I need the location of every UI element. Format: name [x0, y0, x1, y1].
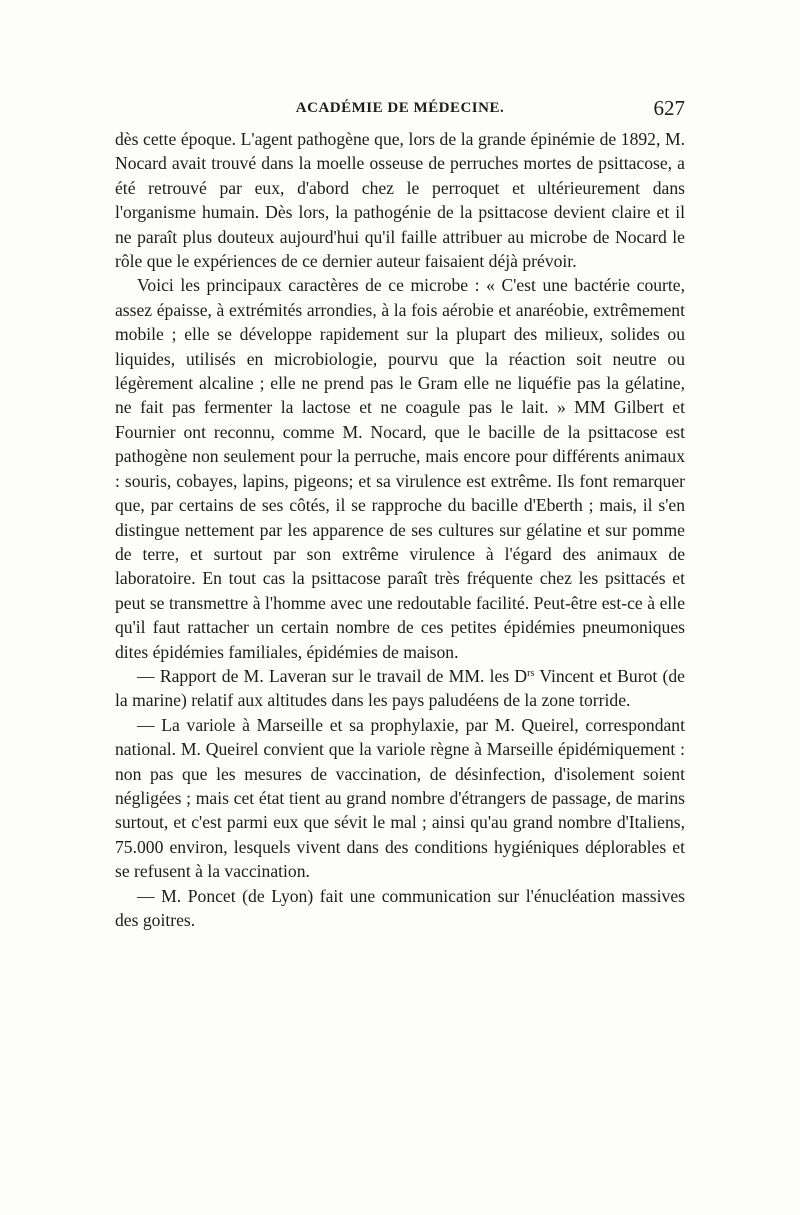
- paragraph-microbe-characteristics: Voici les principaux caractères de ce microbe : « C'est une bactérie courte, assez épaisse, à extrémités arrondies, à la fois aérobie et anaréobie, extrêmement mobile ; elle se développe rapidement sur la plupart des milieux, solides ou liquides, utilisés en microbiologie, pourvu que la réaction soit neutre ou légèrement alcaline ; elle ne prend pas le Gram elle ne liquéfie pas la gélatine, ne fait pas fermenter la lactose et ne coagule pas le lait. » MM Gilbert et Fournier ont reconnu, comme M. Nocard, que le bacille de la psittacose est pathogène non seulement pour la perruche, mais encore pour différents animaux : souris, cobayes, lapins, pigeons; et sa virulence est extrême. Ils font remarquer que, par certains de ses côtés, il se rapproche du bacille d'Eberth ; mais, il s'en distingue nettement par les apparence de ses cultures sur gélatine et sur pomme de terre, et surtout par son extrême virulence à l'égard des animaux de laboratoire. En tout cas la psittacose paraît très fréquente chez les psittacés et peut se transmettre à l'homme avec une redoutable facilité. Peut-être est-ce à elle qu'il faut rattacher un certain nombre de ces petites épidémies pneumoniques dites épidémies familiales, épidémies de maison.: [115, 275, 685, 662]
- running-head: [115, 96, 685, 122]
- running-title: ACADÉMIE DE MÉDECINE.: [295, 100, 505, 116]
- page-number: 627: [653, 96, 685, 120]
- paragraph-variole-marseille: — La variole à Marseille et sa prophylaxie, par M. Queirel, correspondant national. M. Queirel convient que la variole règne à Marseille épidémiquement : non pas que les mesures de vaccination, de désinfection, d'isolement soient négligées ; mais cet état tient au grand nombre d'étrangers de passage, de marins surtout, et c'est parmi eux que sévit le mal ; ainsi qu'au grand nombre d'Italiens, 75.000 environ, lesquels vivent dans des conditions hygiéniques déplorables et se refusent à la vaccination.: [115, 714, 685, 882]
- laveran-text-end: Vincent et Burot (de la marine) relatif aux altitudes dans les pays paludéens de la zone torride.: [115, 665, 685, 711]
- body-text: [115, 127, 685, 932]
- paragraph-laveran-report: [115, 664, 685, 713]
- laveran-text-start: — Rapport de M. Laveran sur le travail de MM. les D: [137, 665, 528, 686]
- paragraph-continuation: dès cette époque. L'agent pathogène que, lors de la grande épinémie de 1892, M. Nocard avait trouvé dans la moelle osseuse de perruches mortes de psittacose, a été retrouvé par eux, d'abord chez le perroquet et ultérieurement dans l'organisme humain. Dès lors, la pathogénie de la psittacose devient claire et il ne paraît plus douteux aujourd'hui qu'il faille attribuer au microbe de Nocard le rôle que le expériences de ce dernier auteur faisaient déjà prévoir.: [115, 129, 685, 272]
- doctors-superscript: rs: [527, 667, 535, 679]
- paragraph-poncet-communication: — M. Poncet (de Lyon) fait une communication sur l'énucléation massives des goitres.: [115, 885, 685, 930]
